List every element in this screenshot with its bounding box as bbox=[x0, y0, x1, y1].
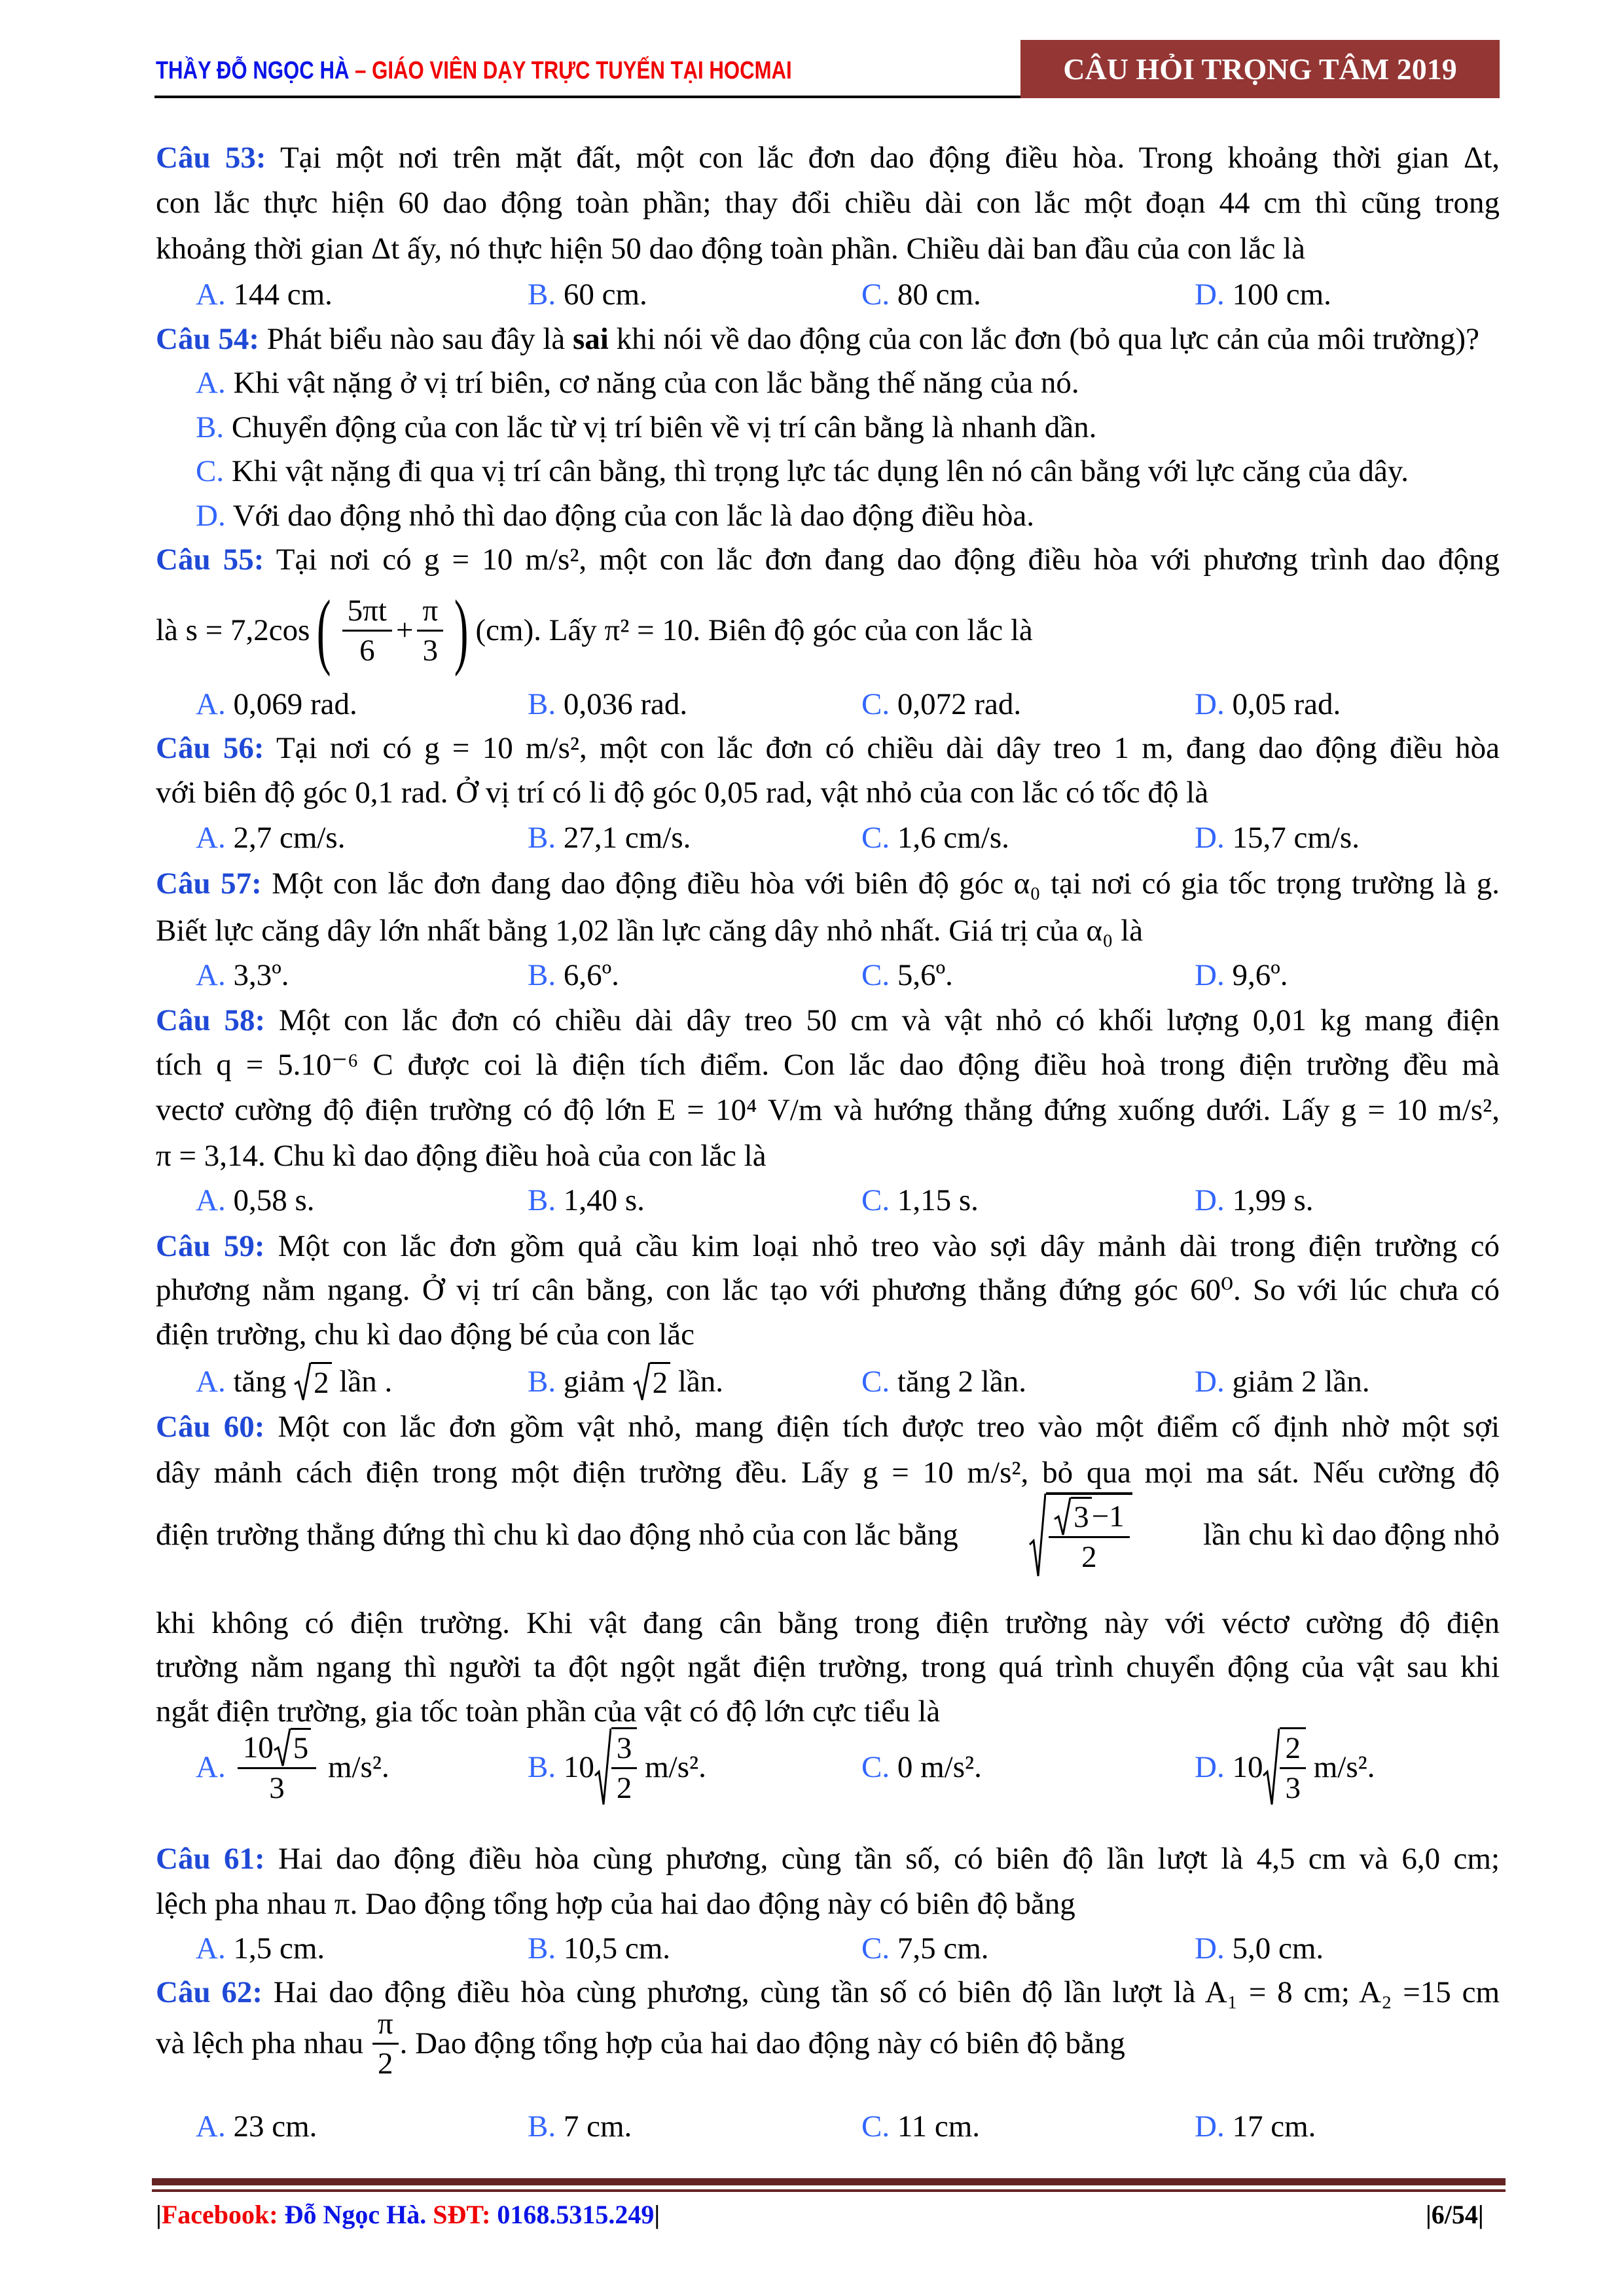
sqrt-symbol bbox=[594, 1727, 638, 1807]
q53-options bbox=[156, 272, 1500, 317]
option-text: 15,7 cm/s. bbox=[1224, 821, 1360, 855]
fraction bbox=[1280, 1729, 1306, 1807]
option-b[interactable] bbox=[528, 1725, 706, 1810]
option-d[interactable] bbox=[1195, 1359, 1370, 1404]
q59-options bbox=[156, 1359, 1500, 1404]
q54-line bbox=[156, 317, 1500, 361]
option-a[interactable] bbox=[196, 1926, 325, 1971]
option-c[interactable] bbox=[861, 1926, 989, 1971]
question-label: Câu 54: bbox=[156, 322, 259, 356]
option-letter: D. bbox=[1195, 1931, 1225, 1965]
q60-line: trường nằm ngang thì người ta đột ngột ngắt điện trường, trong quá trình chuyển động của vật sau khi bbox=[156, 1650, 1500, 1684]
fraction bbox=[1049, 1497, 1130, 1576]
unit: m/s². bbox=[1305, 1750, 1375, 1784]
option-c[interactable] bbox=[861, 1359, 1026, 1404]
option-a[interactable] bbox=[196, 816, 345, 860]
q59-line: phương nằm ngang. Ở vị trí cân bằng, con lắc tạo với phương thẳng đứng góc 60⁰. So với lúc chưa có bbox=[156, 1273, 1500, 1307]
q60-line: dây mảnh cách điện trong một điện trường đều. Lấy g = 10 m/s², bỏ qua mọi ma sát. Nếu cường độ bbox=[156, 1456, 1500, 1490]
question-text: Một con lắc đơn có chiều dài dây treo 50 cm và vật nhỏ có khối lượng 0,01 kg mang điện bbox=[265, 1003, 1500, 1037]
option-letter: A. bbox=[196, 1183, 226, 1217]
option-text: 60 cm. bbox=[556, 278, 647, 312]
phone-label: SĐT: bbox=[433, 2200, 497, 2229]
option-letter: B. bbox=[528, 958, 556, 992]
question-text: khi nói về dao động của con lắc đơn (bỏ qua lực cản của môi trường)? bbox=[608, 322, 1479, 356]
option-text: tăng 2 lần. bbox=[890, 1365, 1026, 1399]
radicand: 2 bbox=[311, 1362, 332, 1401]
coefficient: 10 bbox=[242, 1730, 274, 1765]
coefficient: 10 bbox=[556, 1750, 594, 1784]
q57-line: Biết lực căng dây lớn nhất bằng 1,02 lần lực căng dây nhỏ nhất. Giá trị của α₀ là bbox=[156, 914, 1144, 948]
q56-options bbox=[156, 816, 1500, 860]
option-text: lần. bbox=[670, 1365, 724, 1399]
option-text: 100 cm. bbox=[1224, 278, 1331, 312]
q56-line bbox=[156, 726, 1500, 770]
option-letter: D. bbox=[1195, 1365, 1225, 1399]
option-d[interactable] bbox=[1195, 816, 1360, 860]
option-c[interactable] bbox=[861, 816, 1009, 860]
option-text: 9,6º. bbox=[1224, 958, 1288, 992]
numerator: π bbox=[372, 2005, 399, 2045]
option-a[interactable] bbox=[196, 682, 357, 726]
option-c[interactable] bbox=[861, 682, 1021, 726]
option-text: 3,3º. bbox=[225, 958, 289, 992]
option-text: 7 cm. bbox=[556, 2109, 632, 2144]
option-text: 0 m/s². bbox=[890, 1750, 982, 1784]
q55-equation-line bbox=[156, 583, 1500, 677]
option-letter: C. bbox=[861, 958, 890, 992]
question-text: Hai dao động điều hòa cùng phương, cùng tần số có biên độ lần lượt là A₁ = 8 cm; A₂ =15 cm bbox=[262, 1975, 1500, 2009]
option-b[interactable] bbox=[528, 2104, 632, 2149]
option-c[interactable] bbox=[861, 2104, 980, 2149]
sqrt-symbol bbox=[633, 1362, 671, 1401]
header-badge: CÂU HỎI TRỌNG TÂM 2019 bbox=[1020, 40, 1500, 98]
option-d[interactable] bbox=[1195, 1926, 1324, 1971]
sqrt-symbol bbox=[1263, 1727, 1306, 1807]
q60-options bbox=[156, 1725, 1500, 1810]
option-text: Với dao động nhỏ thì dao động của con lắc là dao động điều hòa. bbox=[225, 499, 1034, 533]
option-c[interactable] bbox=[861, 272, 981, 317]
option-b[interactable] bbox=[528, 272, 647, 317]
option-letter: C. bbox=[861, 278, 890, 312]
numerator bbox=[238, 1728, 317, 1769]
equation-text: là s = 7,2cos bbox=[156, 613, 310, 647]
denominator: 3 bbox=[422, 633, 439, 668]
option-text: 6,6º. bbox=[556, 958, 619, 992]
sqrt-ratio bbox=[1029, 1492, 1132, 1577]
left-paren: ( bbox=[317, 583, 331, 677]
option-text: Chuyển động của con lắc từ vị trí biên về vị trí cân bằng là nhanh dần. bbox=[224, 410, 1097, 444]
option-text: 1,40 s. bbox=[556, 1183, 645, 1217]
option-letter: D. bbox=[1195, 821, 1225, 855]
option-a[interactable] bbox=[196, 1178, 315, 1223]
question-text: Phát biểu nào sau đây là bbox=[259, 322, 573, 356]
q56-line: với biên độ góc 0,1 rad. Ở vị trí có li độ góc 0,05 rad, vật nhỏ của con lắc có tốc độ là bbox=[156, 776, 1209, 810]
page-number: |6/54| bbox=[1426, 2200, 1484, 2229]
q53-line: con lắc thực hiện 60 dao động toàn phần; thay đổi chiều dài con lắc một đoạn 44 cm thì cũng trong bbox=[156, 186, 1500, 220]
equation-text: (cm). Lấy π² = 10. Biên độ góc của con lắc là bbox=[475, 613, 1033, 647]
option-text: lần . bbox=[331, 1365, 393, 1399]
q55-options bbox=[156, 682, 1500, 726]
option-letter: B. bbox=[528, 1183, 556, 1217]
option-d[interactable] bbox=[1195, 953, 1288, 997]
coefficient: 10 bbox=[1224, 1750, 1263, 1784]
option-letter: D. bbox=[1195, 1183, 1225, 1217]
q60-ratio-line bbox=[156, 1492, 1500, 1577]
option-letter: A. bbox=[196, 2109, 226, 2144]
plus-sign: + bbox=[395, 613, 414, 647]
footer-bar-thin bbox=[152, 2189, 1506, 2192]
denominator: 2 bbox=[616, 1771, 632, 1805]
facebook-name[interactable]: Đỗ Ngọc Hà. bbox=[284, 2200, 433, 2229]
footer-separator: | bbox=[156, 2200, 162, 2229]
option-text: Khi vật nặng ở vị trí biên, cơ năng của con lắc bằng thế năng của nó. bbox=[225, 366, 1079, 400]
question-label: Câu 61: bbox=[156, 1842, 265, 1876]
question-text: Một con lắc đơn đang dao động điều hòa với biên độ góc α₀ tại nơi có gia tốc trọng trường là g. bbox=[261, 867, 1500, 901]
option-d[interactable] bbox=[196, 493, 1540, 538]
option-letter: D. bbox=[1195, 687, 1225, 721]
option-text: tăng bbox=[225, 1365, 295, 1399]
option-b[interactable] bbox=[528, 1926, 670, 1971]
option-text: 0,05 rad. bbox=[1224, 687, 1341, 721]
option-a[interactable] bbox=[196, 2104, 317, 2149]
option-d[interactable] bbox=[1195, 1178, 1314, 1223]
question-label: Câu 62: bbox=[156, 1975, 263, 2009]
q61-options bbox=[156, 1926, 1500, 1971]
option-letter: A. bbox=[196, 821, 226, 855]
option-text: 2,7 cm/s. bbox=[225, 821, 346, 855]
q61-line: lệch pha nhau π. Dao động tổng hợp của hai dao động này có biên độ bằng bbox=[156, 1887, 1075, 1921]
option-text: 5,0 cm. bbox=[1224, 1931, 1324, 1965]
option-letter: B. bbox=[528, 278, 556, 312]
denominator: 2 bbox=[1081, 1539, 1097, 1574]
question-text: Một con lắc đơn gồm vật nhỏ, mang điện tích được treo vào một điểm cố định nhờ một sợi bbox=[264, 1410, 1500, 1444]
facebook-label: Facebook: bbox=[161, 2200, 285, 2229]
header-divider bbox=[154, 96, 1022, 98]
option-d[interactable] bbox=[1195, 2104, 1316, 2149]
question-label: Câu 53: bbox=[156, 141, 266, 175]
question-label: Câu 55: bbox=[156, 543, 264, 577]
option-letter: C. bbox=[861, 821, 890, 855]
option-letter: C. bbox=[861, 1931, 890, 1965]
radicand: 3 bbox=[1071, 1497, 1092, 1536]
q62-line bbox=[156, 2004, 1500, 2083]
option-text: 11 cm. bbox=[890, 2109, 981, 2144]
q58-line: π = 3,14. Chu kì dao động điều hoà của con lắc là bbox=[156, 1139, 767, 1173]
q55-line bbox=[156, 537, 1500, 582]
question-label: Câu 57: bbox=[156, 867, 262, 901]
question-text: Hai dao động điều hòa cùng phương, cùng tần số, có biên độ lần lượt là 4,5 cm và 6,0 cm; bbox=[264, 1842, 1500, 1876]
option-letter: C. bbox=[861, 1183, 890, 1217]
option-c[interactable] bbox=[861, 1178, 979, 1223]
option-letter: A. bbox=[196, 366, 226, 400]
numerator: 3 bbox=[611, 1729, 638, 1769]
sqrt-symbol bbox=[274, 1728, 312, 1767]
option-letter: C. bbox=[861, 1365, 890, 1399]
denominator: 3 bbox=[269, 1770, 285, 1805]
option-letter: A. bbox=[196, 1365, 226, 1399]
numerator-rest: −1 bbox=[1091, 1499, 1125, 1534]
question-label: Câu 56: bbox=[156, 731, 264, 765]
option-letter: C. bbox=[861, 687, 890, 721]
option-letter: C. bbox=[196, 454, 225, 488]
fraction bbox=[342, 592, 392, 670]
option-text: giảm bbox=[556, 1365, 633, 1399]
option-a[interactable] bbox=[196, 1725, 389, 1810]
question-text: Tại một nơi trên mặt đất, một con lắc đơn dao động điều hòa. Trong khoảng thời gian Δt, bbox=[266, 141, 1500, 175]
header-role: – GIÁO VIÊN DẠY TRỰC TUYẾN TẠI HOCMAI bbox=[349, 57, 792, 84]
radicand: 5 bbox=[291, 1728, 312, 1767]
header-teacher: THẦY ĐỖ NGỌC HÀ bbox=[156, 57, 350, 84]
q59-line: điện trường, chu kì dao động bé của con lắc bbox=[156, 1318, 695, 1352]
question-text: . Dao động tổng hợp của hai dao động này có biên độ bằng bbox=[399, 2026, 1125, 2060]
option-d[interactable] bbox=[1195, 1725, 1375, 1810]
option-text: 1,15 s. bbox=[890, 1183, 979, 1217]
option-letter: D. bbox=[1195, 1750, 1225, 1784]
emphasis-text: sai bbox=[573, 322, 609, 356]
option-text: 1,99 s. bbox=[1224, 1183, 1314, 1217]
numerator: 5πt bbox=[342, 592, 392, 632]
denominator: 3 bbox=[1285, 1771, 1301, 1805]
option-b[interactable] bbox=[528, 1359, 723, 1404]
question-text: Tại nơi có g = 10 m/s², một con lắc đơn có chiều dài dây treo 1 m, đang dao động điều hòa bbox=[264, 731, 1500, 765]
footer-separator: | bbox=[654, 2200, 660, 2229]
option-a[interactable] bbox=[196, 953, 289, 997]
option-letter: B. bbox=[528, 687, 556, 721]
option-text: 1,5 cm. bbox=[225, 1931, 325, 1965]
option-letter: D. bbox=[1195, 958, 1225, 992]
q53-line: khoảng thời gian Δt ấy, nó thực hiện 50 dao động toàn phần. Chiều dài ban đầu của con lắc là bbox=[156, 232, 1305, 266]
option-letter: B. bbox=[528, 1750, 556, 1784]
unit: m/s². bbox=[320, 1750, 389, 1784]
option-letter: D. bbox=[1195, 278, 1225, 312]
unit: m/s². bbox=[637, 1750, 706, 1784]
option-text: Khi vật nặng đi qua vị trí cân bằng, thì trọng lực tác dụng lên nó cân bằng với lực căng của dây. bbox=[224, 454, 1409, 488]
q60-line bbox=[156, 1405, 1500, 1449]
option-c[interactable] bbox=[861, 953, 953, 997]
option-text: 0,58 s. bbox=[225, 1183, 315, 1217]
fraction bbox=[238, 1728, 317, 1807]
q58-options bbox=[156, 1178, 1500, 1223]
option-text: 5,6º. bbox=[890, 958, 953, 992]
q58-line: tích q = 5.10⁻⁶ C được coi là điện tích điểm. Con lắc dao động điều hoà trong điện trường đều mà bbox=[156, 1048, 1500, 1082]
option-letter: B. bbox=[528, 1931, 556, 1965]
question-label: Câu 58: bbox=[156, 1003, 266, 1037]
footer-bar bbox=[152, 2178, 1506, 2185]
radicand: 2 bbox=[650, 1362, 671, 1401]
option-a[interactable] bbox=[196, 361, 1540, 405]
option-letter: B. bbox=[528, 821, 556, 855]
option-text: giảm 2 lần. bbox=[1224, 1365, 1370, 1399]
option-text: 17 cm. bbox=[1224, 2109, 1316, 2144]
option-a[interactable] bbox=[196, 1359, 392, 1404]
q60-line: khi không có điện trường. Khi vật đang cân bằng trong điện trường này với véctơ cường độ điện bbox=[156, 1606, 1500, 1640]
option-b[interactable] bbox=[528, 682, 687, 726]
option-letter: D. bbox=[1195, 2109, 1225, 2144]
question-label: Câu 60: bbox=[156, 1410, 265, 1444]
option-text: 0,069 rad. bbox=[225, 687, 357, 721]
q61-line bbox=[156, 1837, 1500, 1881]
q58-line: vectơ cường độ điện trường có độ lớn E = 10⁴ V/m và hướng thẳng đứng xuống dưới. Lấy g = 10 m/s², bbox=[156, 1093, 1500, 1127]
sqrt-symbol bbox=[1054, 1497, 1092, 1536]
option-letter: B. bbox=[528, 2109, 556, 2144]
fraction bbox=[372, 2005, 399, 2083]
option-text: 144 cm. bbox=[225, 278, 333, 312]
numerator: π bbox=[417, 592, 443, 632]
denominator: 2 bbox=[377, 2046, 393, 2081]
option-c[interactable] bbox=[861, 1725, 982, 1810]
option-letter: A. bbox=[196, 1931, 226, 1965]
q59-line bbox=[156, 1224, 1500, 1268]
right-paren: ) bbox=[454, 583, 469, 677]
question-text: Tại nơi có g = 10 m/s², một con lắc đơn đang dao động điều hòa với phương trình dao động bbox=[264, 543, 1500, 577]
option-text: 27,1 cm/s. bbox=[556, 821, 691, 855]
option-a[interactable] bbox=[196, 272, 333, 317]
q60-line: ngắt điện trường, gia tốc toàn phần của vật có độ lớn cực tiểu là bbox=[156, 1695, 941, 1729]
option-letter: A. bbox=[196, 687, 226, 721]
option-letter: A. bbox=[196, 958, 226, 992]
header-title bbox=[156, 55, 792, 86]
fraction bbox=[417, 592, 443, 670]
option-b[interactable] bbox=[528, 1178, 645, 1223]
numerator: 2 bbox=[1280, 1729, 1306, 1769]
option-letter: A. bbox=[196, 278, 226, 312]
option-text: 23 cm. bbox=[225, 2109, 317, 2144]
option-d[interactable] bbox=[1195, 682, 1341, 726]
option-letter: B. bbox=[196, 410, 225, 444]
option-letter: C. bbox=[861, 2109, 890, 2144]
numerator bbox=[1049, 1497, 1130, 1538]
question-text: điện trường thẳng đứng thì chu kì dao động nhỏ của con lắc bằng bbox=[156, 1518, 958, 1552]
option-b[interactable] bbox=[528, 953, 619, 997]
q57-options bbox=[156, 953, 1500, 997]
q53-line bbox=[156, 135, 1500, 180]
option-letter: A. bbox=[196, 1750, 226, 1784]
denominator: 6 bbox=[359, 633, 375, 668]
option-letter: B. bbox=[528, 1365, 556, 1399]
option-b[interactable] bbox=[196, 405, 1540, 450]
question-text: và lệch pha nhau bbox=[156, 2026, 371, 2060]
option-text: 10,5 cm. bbox=[556, 1931, 671, 1965]
q57-line bbox=[156, 861, 1500, 906]
q62-options bbox=[156, 2104, 1500, 2149]
phone-number: 0168.5315.249 bbox=[497, 2200, 655, 2229]
sqrt-symbol bbox=[294, 1362, 332, 1401]
option-text: 7,5 cm. bbox=[890, 1931, 989, 1965]
fraction bbox=[611, 1729, 638, 1807]
q58-line bbox=[156, 998, 1500, 1043]
question-label: Câu 59: bbox=[156, 1229, 265, 1263]
option-text: 0,036 rad. bbox=[556, 687, 688, 721]
option-text: 80 cm. bbox=[890, 278, 981, 312]
option-letter: D. bbox=[196, 499, 226, 533]
option-b[interactable] bbox=[528, 816, 691, 860]
option-text: 1,6 cm/s. bbox=[890, 821, 1009, 855]
option-d[interactable] bbox=[1195, 272, 1331, 317]
question-text: lần chu kì dao động nhỏ bbox=[1203, 1518, 1500, 1552]
question-text: Một con lắc đơn gồm quả cầu kim loại nhỏ treo vào sợi dây mảnh dài trong điện trường có bbox=[264, 1229, 1500, 1263]
footer-contact bbox=[156, 2199, 660, 2231]
option-c[interactable] bbox=[196, 449, 1540, 493]
option-letter: C. bbox=[861, 1750, 890, 1784]
option-text: 0,072 rad. bbox=[890, 687, 1022, 721]
